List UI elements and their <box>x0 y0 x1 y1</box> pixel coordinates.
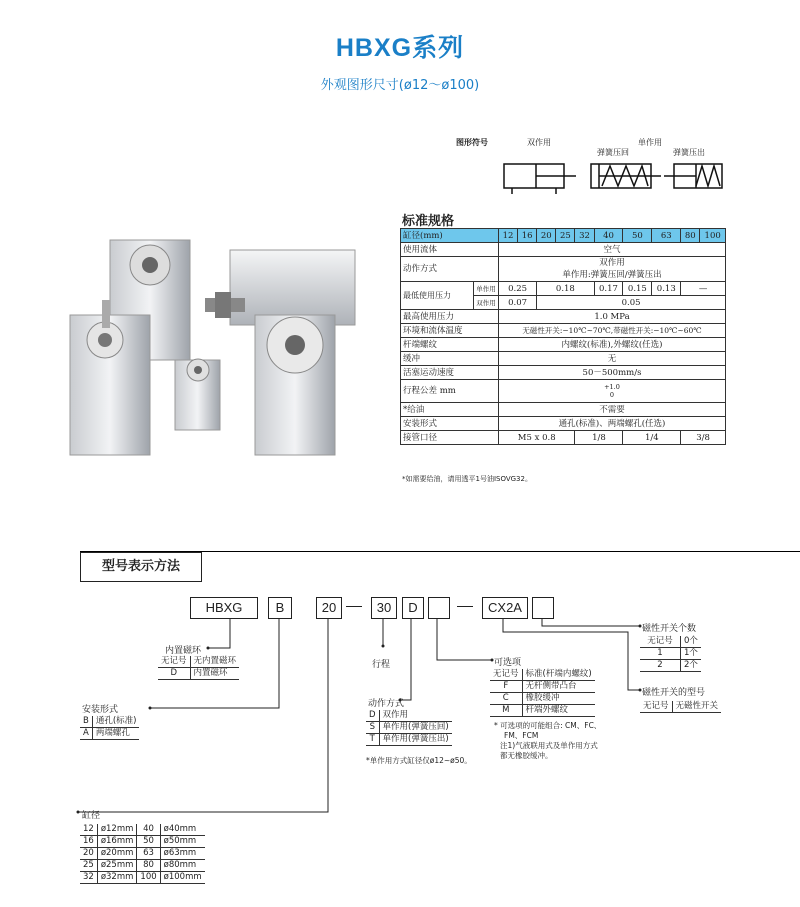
temp-value: 无磁性开关:−10℃~70℃,带磁性开关:−10℃~60℃ <box>499 324 726 338</box>
table-row <box>80 728 139 740</box>
table-cell: 无记号 <box>640 636 681 648</box>
table-row <box>366 710 452 722</box>
table-row <box>490 693 595 705</box>
page-subtitle: 外观图形尺寸(ø12～ø100) <box>320 78 480 93</box>
bore-value: 16 <box>518 229 537 243</box>
table-cell: M <box>490 705 522 717</box>
code-box-switch: CX2A <box>482 597 528 619</box>
minp-value: 0.13 <box>652 282 681 296</box>
table-cell: 2 <box>640 660 681 672</box>
table-cell: 2个 <box>681 660 701 672</box>
section-title: 型号表示方法 <box>80 552 202 582</box>
page-title: HBXG系列 <box>335 34 465 62</box>
table-row <box>640 660 701 672</box>
action-type-label: 动作方式 <box>368 699 405 709</box>
table-cell: 25 <box>80 860 97 872</box>
mount-type-table <box>80 716 139 740</box>
table-row <box>366 722 452 734</box>
action-note: *单作用方式缸径仅ø12~ø50。 <box>366 756 472 765</box>
table-cell: 100 <box>137 872 160 884</box>
table-cell: 无内置磁环 <box>190 656 239 668</box>
options-note-1: * 可选项的可能组合: CM、FC、 <box>494 721 602 730</box>
min-pressure-label: 最低使用压力 <box>401 282 474 310</box>
table-cell: 无记号 <box>158 656 190 668</box>
table-cell: ø50mm <box>160 836 204 848</box>
bore-value: 50 <box>623 229 652 243</box>
table-row <box>490 705 595 717</box>
minp-double-value: 0.05 <box>537 296 726 310</box>
table-cell: ø20mm <box>97 848 137 860</box>
table-cell: 单作用(弹簧压回) <box>379 722 452 734</box>
bore-value: 20 <box>537 229 556 243</box>
thread-value: 内螺纹(标准),外螺纹(任选) <box>499 338 726 352</box>
table-cell: 无磁性开关 <box>672 701 721 713</box>
port-value: 1/4 <box>623 431 681 445</box>
cushion-label: 缓冲 <box>401 352 499 366</box>
symbol-spring-return: 弹簧压回 <box>597 148 629 157</box>
bore-value: 25 <box>556 229 575 243</box>
bore-label: 缸径(mm) <box>401 229 499 243</box>
switch-type-label: 磁性开关的型号 <box>642 688 706 698</box>
table-cell: ø25mm <box>97 860 137 872</box>
action-value-2: 单作用:弹簧压回/弹簧压出 <box>562 270 662 280</box>
table-cell: S <box>366 722 379 734</box>
speed-label: 活塞运动速度 <box>401 366 499 380</box>
table-cell: T <box>366 734 379 746</box>
table-cell: ø16mm <box>97 836 137 848</box>
table-row <box>80 824 205 836</box>
table-cell: B <box>80 716 92 728</box>
max-pressure-label: 最高使用压力 <box>401 310 499 324</box>
table-row <box>80 716 139 728</box>
table-cell: 橡胶缓冲 <box>522 693 595 705</box>
table-cell: 20 <box>80 848 97 860</box>
temp-label: 环境和流体温度 <box>401 324 499 338</box>
bore-code-label: 缸径 <box>82 811 101 821</box>
fluid-value: 空气 <box>499 243 726 257</box>
minp-value: 0.15 <box>623 282 652 296</box>
code-box-mount: B <box>268 597 292 619</box>
table-cell: 无记号 <box>640 701 672 713</box>
magnet-table <box>158 656 239 680</box>
table-cell: 80 <box>137 860 160 872</box>
table-cell: 32 <box>80 872 97 884</box>
table-cell: 无杆侧带凸台 <box>522 681 595 693</box>
action-value-1: 双作用 <box>599 258 625 268</box>
table-cell: 杆端外螺纹 <box>522 705 595 717</box>
magnet-label: 内置磁环 <box>165 646 202 656</box>
table-cell: 50 <box>137 836 160 848</box>
code-box-series: HBXG <box>190 597 258 619</box>
port-label: 接管口径 <box>401 431 499 445</box>
table-cell: 63 <box>137 848 160 860</box>
table-cell: 通孔(标准) <box>92 716 139 728</box>
table-row <box>158 668 239 680</box>
table-cell: ø63mm <box>160 848 204 860</box>
minp-value: 0.18 <box>537 282 594 296</box>
options-note-3: 注1)气液联用式及单作用方式 <box>500 741 598 750</box>
min-pressure-single: 单作用 <box>474 282 499 296</box>
table-row <box>158 656 239 668</box>
table-cell: ø12mm <box>97 824 137 836</box>
switch-type-table <box>640 701 721 713</box>
symbol-label: 图形符号 <box>456 138 488 147</box>
options-label: 可选项 <box>494 658 522 668</box>
table-cell: 双作用 <box>379 710 452 722</box>
table-cell: 1个 <box>681 648 701 660</box>
fluid-label: 使用流体 <box>401 243 499 257</box>
table-cell: 两端螺孔 <box>92 728 139 740</box>
mount-type-label: 安装形式 <box>82 705 119 715</box>
bore-value: 63 <box>652 229 681 243</box>
code-box-bore: 20 <box>316 597 342 619</box>
switch-count-table <box>640 636 701 672</box>
table-cell: ø80mm <box>160 860 204 872</box>
options-table <box>490 669 595 717</box>
table-cell: F <box>490 681 522 693</box>
port-value: 3/8 <box>681 431 726 445</box>
table-cell: 1 <box>640 648 681 660</box>
minp-value: 0.17 <box>594 282 623 296</box>
table-row <box>640 648 701 660</box>
stroke-tolerance-up: +1.0 <box>604 383 620 391</box>
table-cell: 40 <box>137 824 160 836</box>
spec-title: 标准规格 <box>402 214 455 229</box>
table-cell: D <box>366 710 379 722</box>
table-cell: D <box>158 668 190 680</box>
port-value: 1/8 <box>575 431 623 445</box>
symbol-double: 双作用 <box>527 138 551 147</box>
table-row <box>366 734 452 746</box>
oil-label: *给油 <box>401 403 499 417</box>
table-cell: 标准(杆端内螺纹) <box>522 669 595 681</box>
table-cell: 内置磁环 <box>190 668 239 680</box>
min-pressure-double: 双作用 <box>474 296 499 310</box>
bore-code-table <box>80 824 205 884</box>
table-row <box>640 636 701 648</box>
code-box-stroke: 30 <box>371 597 397 619</box>
minp-value: 0.25 <box>499 282 537 296</box>
action-type-table <box>366 710 452 746</box>
table-cell: 单作用(弹簧压出) <box>379 734 452 746</box>
port-value: M5 x 0.8 <box>499 431 575 445</box>
bore-value: 32 <box>575 229 594 243</box>
max-pressure-value: 1.0 MPa <box>499 310 726 324</box>
table-row <box>80 860 205 872</box>
bore-value: 100 <box>700 229 726 243</box>
bore-value: 40 <box>594 229 623 243</box>
stroke-tolerance-down: 0 <box>609 391 615 399</box>
options-note-2: FM、FCM <box>504 731 539 740</box>
speed-value: 50－500mm/s <box>499 366 726 380</box>
table-row <box>490 681 595 693</box>
switch-count-label: 磁性开关个数 <box>642 624 697 634</box>
table-row <box>80 836 205 848</box>
bore-value: 12 <box>499 229 518 243</box>
bore-value: 80 <box>681 229 700 243</box>
symbol-spring-extend: 弹簧压出 <box>673 148 705 157</box>
table-row <box>80 872 205 884</box>
table-row <box>80 848 205 860</box>
table-cell: ø32mm <box>97 872 137 884</box>
thread-label: 杆端螺纹 <box>401 338 499 352</box>
table-cell: ø40mm <box>160 824 204 836</box>
table-cell: A <box>80 728 92 740</box>
mount-label: 安装形式 <box>401 417 499 431</box>
options-note-4: 都无橡胶缓冲。 <box>500 751 553 760</box>
action-label: 动作方式 <box>401 257 499 282</box>
table-cell: ø100mm <box>160 872 204 884</box>
table-cell: 12 <box>80 824 97 836</box>
table-row <box>490 669 595 681</box>
symbol-single: 单作用 <box>638 138 662 147</box>
table-row <box>640 701 721 713</box>
table-cell: 无记号 <box>490 669 522 681</box>
cushion-value: 无 <box>499 352 726 366</box>
minp-value: — <box>681 282 726 296</box>
stroke-label: 行程公差 mm <box>401 380 499 403</box>
code-box-action: D <box>402 597 424 619</box>
minp-double-value: 0.07 <box>499 296 537 310</box>
table-cell: 16 <box>80 836 97 848</box>
table-cell: 0个 <box>681 636 701 648</box>
oil-value: 不需要 <box>499 403 726 417</box>
table-cell: C <box>490 693 522 705</box>
mount-value: 通孔(标准)、两端螺孔(任选) <box>499 417 726 431</box>
spec-note: *如需要给油，请用透平1号油ISOVG32。 <box>402 475 532 483</box>
stroke-code-label: 行程 <box>372 660 391 670</box>
